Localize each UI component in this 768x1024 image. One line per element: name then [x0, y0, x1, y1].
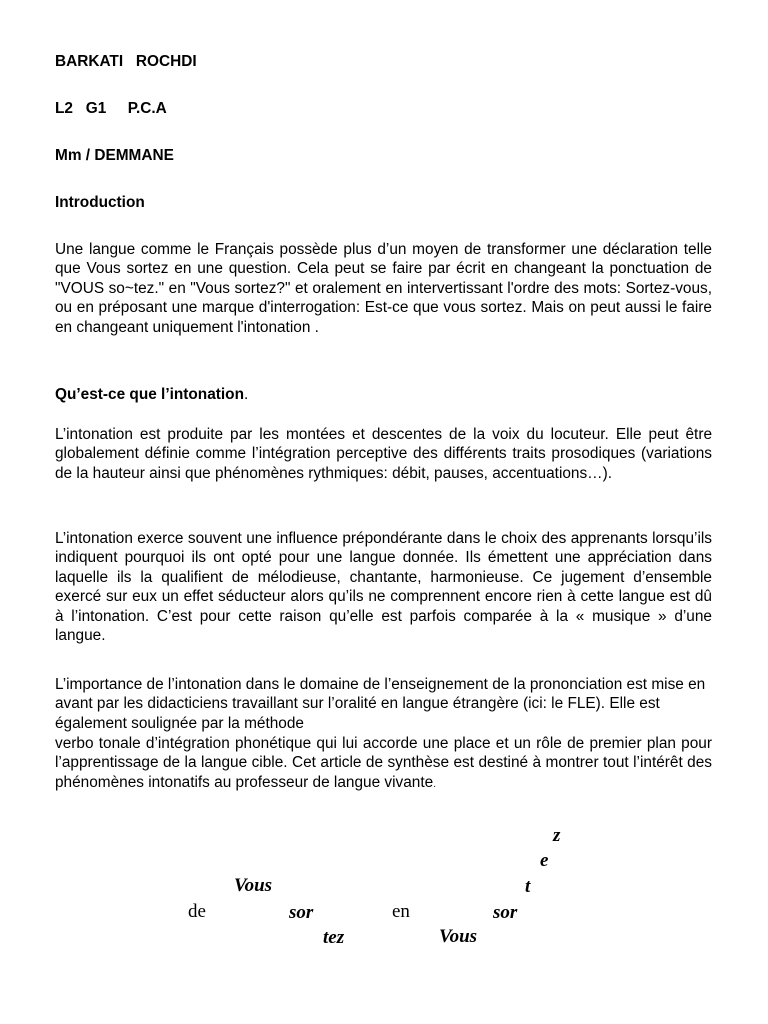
diagram-vous-2: Vous	[439, 926, 478, 947]
section-title: Introduction	[55, 194, 145, 211]
diagram-tez: tez	[323, 927, 345, 948]
heading-punct: .	[243, 386, 249, 403]
importance-paragraph-b	[55, 734, 712, 794]
diagram-e: e	[540, 850, 549, 871]
intonation-diagram	[0, 820, 768, 960]
importance-paragraph-a: L’importance de l’intonation dans le domaine de l’enseignement de la prononciation est mise en avant par les didacticiens travaillant sur l’oralité en langue étrangère (ici: le FLE). Elle est également soulignée par la méthode	[55, 676, 706, 732]
teacher-name: Mm / DEMMANE	[55, 147, 174, 164]
author-name: BARKATI ROCHDI	[55, 53, 197, 70]
diagram-sor-2: sor	[493, 902, 518, 923]
importance-text: verbo tonale d’intégration phonétique qui lui accorde une place et un rôle de premier plan pour l’apprentissage de la langue cible. Cet article de synthèse est destiné à montrer tout l’intérêt des phénomènes intonatifs au professeur de langue vivante	[55, 735, 712, 791]
diagram-en: en	[392, 901, 410, 922]
diagram-z: z	[553, 825, 561, 846]
diagram-de: de	[188, 901, 206, 922]
diagram-vous-1: Vous	[234, 875, 273, 896]
class-group: L2 G1 P.C.A	[55, 100, 167, 117]
influence-paragraph: L’intonation exerce souvent une influence prépondérante dans le choix des apprenants lorsqu’ils indiquent pourquoi ils ont opté pour une langue donnée. Ils émettent une appréciation dans laquelle ils la qualifient de mélodieuse, chantante, harmonieuse. Ce jugement d’ensemble exercé sur eux un effet séducteur alors qu’ils ne comprennent encore rien à cette langue est dû à l’intonation. C’est pour cette raison qu’elle est parfois comparée à la « musique » d’une langue.	[55, 530, 712, 645]
importance-end: .	[433, 778, 436, 790]
diagram-sor-1: sor	[289, 902, 314, 923]
diagram-t: t	[525, 876, 531, 897]
definition-paragraph: L’intonation est produite par les montées et descentes de la voix du locuteur. Elle peut être globalement définie comme l’intégration perceptive des différents traits prosodiques (variations de la hauteur ainsi que phénomènes rythmiques: débit, pauses, accentuations…).	[55, 426, 712, 482]
intro-paragraph: Une langue comme le Français possède plus d’un moyen de transformer une déclaration telle que Vous sortez en une question. Cela peut se faire par écrit en changeant la ponctuation de "VOUS so~tez." en "Vous sortez?" et oralement en intervertissant l'ordre des mots: Sortez-vous, ou en préposant une marque d'interrogation: Est-ce que vous sortez. Mais on peut aussi le faire en changeant uniquement l'intonation .	[55, 241, 712, 336]
heading-intonation	[55, 385, 248, 404]
heading-text: Qu’est-ce que l’intonation	[55, 386, 244, 403]
